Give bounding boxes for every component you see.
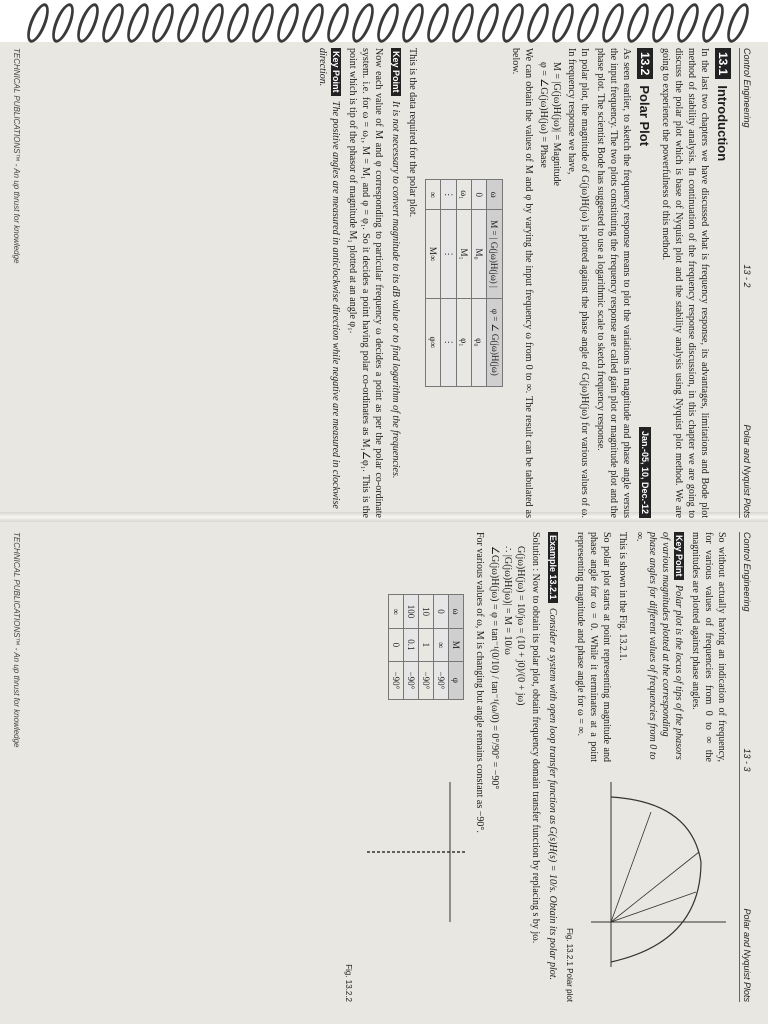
body-paragraph: So polar plot starts at point representing magnitude and phase angle for ω = 0. While it terminates at a point representing magnitude and phase angle for ω = ∞. <box>575 532 612 762</box>
page-13-3 <box>10 532 752 1002</box>
binding-ring <box>223 1 254 46</box>
table-header: φ = ∠ G(jω)H(jω) <box>487 298 503 386</box>
binding-ring <box>298 1 329 46</box>
table-cell: ω₁ <box>457 180 472 210</box>
table-cell: 100 <box>404 594 419 629</box>
binding-ring <box>173 1 204 46</box>
binding-ring <box>198 1 229 46</box>
binding-ring <box>573 1 604 46</box>
key-point <box>316 48 342 518</box>
binding-ring <box>423 1 454 46</box>
header-book-title: Control Engineering <box>742 48 752 128</box>
table-cell: ∞ <box>426 180 441 210</box>
table-cell: ∞ <box>389 594 404 629</box>
header-chapter-title: Polar and Nyquist Plots <box>742 908 752 1002</box>
section-number: 13.2 <box>637 48 653 79</box>
table-header: φ <box>449 661 464 700</box>
example-table <box>388 594 464 700</box>
table-row <box>457 180 472 387</box>
table-cell: −90° <box>389 661 404 700</box>
binding-ring <box>323 1 354 46</box>
binding-ring <box>123 1 154 46</box>
table-row <box>426 180 441 387</box>
spiral-binding <box>0 0 768 42</box>
binding-ring <box>473 1 504 46</box>
table-header: ω <box>449 594 464 629</box>
key-point <box>389 48 402 518</box>
phasor-mn <box>611 812 651 922</box>
binding-ring <box>398 1 429 46</box>
table-row <box>404 594 419 699</box>
header-book-title: Control Engineering <box>742 532 752 612</box>
key-point-label: Key Point <box>331 48 341 96</box>
binding-ring <box>73 1 104 46</box>
key-point-text: Polar plot is the locus of tips of the phasors of various magnitudes plotted at the corresponding phase angles for different values of frequencies from 0 to ∞. <box>634 532 684 760</box>
binding-ring <box>273 1 304 46</box>
example-label: Example 13.2.1 <box>548 532 558 603</box>
table-cell: 0 <box>434 594 449 629</box>
section-heading-introduction <box>715 48 731 518</box>
table-header: ω <box>487 180 503 210</box>
equation-phase: φ = ∠G(jω)H(jω) = Phase <box>538 62 549 168</box>
page-13-2 <box>10 48 752 518</box>
table-cell: 0.1 <box>404 629 419 661</box>
binding-ring <box>623 1 654 46</box>
table-row <box>434 594 449 699</box>
body-paragraph: In polar plot, the magnitude of G(jω)H(jω) is plotted against the phase angle of G(jω)H(jω) for various values of ω. In frequency response we have, <box>566 48 590 518</box>
table-caption: This is the data required for the polar plot. <box>407 48 418 218</box>
table-cell: −90° <box>419 661 434 700</box>
binding-ring <box>698 1 729 46</box>
table-cell: φ₀ <box>472 298 487 386</box>
header-page-number: 13 - 3 <box>742 748 752 772</box>
equation: ∴ |G(jω)H(jω)| = M = 10/ω <box>502 546 513 655</box>
section-number: 13.1 <box>715 48 731 79</box>
equation-magnitude: M = |G(jω)H(jω)| = Magnitude <box>551 62 562 186</box>
table-cell: −90° <box>404 661 419 700</box>
polar-locus <box>611 797 701 962</box>
page-footer: TECHNICAL PUBLICATIONS™ - An up thrust for knowledge <box>12 48 21 264</box>
table-cell: M₀ <box>472 210 487 299</box>
exam-tag: Jan.-05, 10, Dec.-12 <box>639 427 651 518</box>
section-title: Polar Plot <box>637 85 653 147</box>
table-row <box>389 594 404 699</box>
body-paragraph: We can obtain the values of M and φ by varying the input frequency ω from 0 to ∞. The result can be tabulated as below. <box>510 48 534 518</box>
solution-paragraph: Solution : Now to obtain its polar plot, obtain frequency domain transfer function by replacing s by jω. <box>530 532 541 944</box>
binding-ring <box>98 1 129 46</box>
key-point-label: Key Point <box>674 532 684 580</box>
table-cell: −90° <box>434 661 449 700</box>
example-polar-figure <box>360 772 470 932</box>
key-point-label: Key Point <box>391 48 401 96</box>
page-header <box>739 48 752 518</box>
body-paragraph: For various values of ω, M is changing but angle remains constant as −90°. <box>474 532 485 833</box>
body-paragraph: Now each value of M and φ corresponding to particular frequency ω decides a point as per the polar co-ordinate system. i.e. for ω = ω₁, M = M₁ and φ = φ₁. So it decides a point having polar co-ordinates as M₁∠φ₁. This is the point which is tip of the phasor of magnitude M₁ plotted at an angle φ₁. <box>347 48 384 518</box>
phasor-m1 <box>611 892 696 922</box>
equation: ∠G(jω)H(jω) = φ = tan⁻¹(0/10) / tan⁻¹(ω/0) = 0°/90° = −90° <box>489 546 500 790</box>
table-cell: M∞ <box>426 210 441 299</box>
binding-ring <box>523 1 554 46</box>
binding-ring <box>548 1 579 46</box>
frequency-table <box>425 179 503 387</box>
phasor-m2 <box>611 852 699 922</box>
table-cell: ⋮ <box>441 180 457 210</box>
header-chapter-title: Polar and Nyquist Plots <box>742 424 752 518</box>
table-row <box>472 180 487 387</box>
example-block <box>546 532 559 1002</box>
table-cell: ⋮ <box>441 298 457 386</box>
table-cell: 1 <box>419 629 434 661</box>
body-paragraph: As seen earlier, to sketch the frequency response means to plot the variations in magnitude and phase angle versus the input frequency. The two plots constituting the frequency response are called gain plot or magnitude plot and the phase plot. The scientist Bode has suggested to use a logarithmic scale to sketch frequency response. <box>595 48 632 518</box>
binding-ring <box>598 1 629 46</box>
key-point-text: The positive angles are measured in anticlockwise direction while negative are measured in clockwise direction. <box>317 48 341 509</box>
body-paragraph: This is shown in the Fig. 13.2.1. <box>617 532 628 661</box>
binding-ring <box>723 1 754 46</box>
table-row <box>419 594 434 699</box>
table-cell: ∞ <box>434 629 449 661</box>
key-point <box>633 532 685 762</box>
binding-ring <box>673 1 704 46</box>
body-paragraph: So without actually having an indication of frequency, for various values of frequencies from 0 to ∞ the magnitudes are plotted against phase angles. <box>690 532 727 762</box>
table-cell: 0 <box>472 180 487 210</box>
table-cell: ⋮ <box>441 210 457 299</box>
binding-ring <box>23 1 54 46</box>
section-title: Introduction <box>715 85 731 162</box>
key-point-text: It is not necessary to convert magnitude to its dB value or to find logarithm of the frequencies. <box>390 101 401 479</box>
section-heading-polar-plot <box>637 48 653 518</box>
table-header: M <box>449 629 464 661</box>
example-text: Consider a system with open loop transfer function as G(s)H(s) = 10/s. Obtain its polar plot. <box>547 608 558 981</box>
table-cell: φ₁ <box>457 298 472 386</box>
table-row <box>441 180 457 387</box>
binding-ring <box>48 1 79 46</box>
binding-ring <box>448 1 479 46</box>
page-footer: TECHNICAL PUBLICATIONS™ - An up thrust for knowledge <box>12 532 21 748</box>
binding-ring <box>498 1 529 46</box>
table-cell: M₁ <box>457 210 472 299</box>
table-cell: φ∞ <box>426 298 441 386</box>
polar-plot-figure <box>581 772 731 972</box>
page-header <box>739 532 752 1002</box>
header-page-number: 13 - 2 <box>742 264 752 288</box>
binding-ring <box>348 1 379 46</box>
figure-caption: Fig. 13.2.1 Polar plot <box>565 928 574 1002</box>
binding-ring <box>148 1 179 46</box>
table-header: M = | G(jω)H(jω) | <box>487 210 503 299</box>
intro-paragraph: In the last two chapters we have discussed what is frequency response, its advantages, limitations and Bode plot method of stability analysis. In continuation of the frequency response discussion, in this chapter we are going to discuss the polar plot which is base of Nyquist plot and the stability analysis using Nyquist plot method. We are going to experience the powerfulness of this method. <box>660 48 710 518</box>
binding-ring <box>648 1 679 46</box>
binding-ring <box>373 1 404 46</box>
table-cell: 10 <box>419 594 434 629</box>
binding-ring <box>248 1 279 46</box>
figure-caption: Fig. 13.2.2 <box>344 964 353 1002</box>
table-cell: 0 <box>389 629 404 661</box>
equation: G(jω)H(jω) = 10/jω = (10 + j0)/(0 + jω) <box>515 546 526 706</box>
